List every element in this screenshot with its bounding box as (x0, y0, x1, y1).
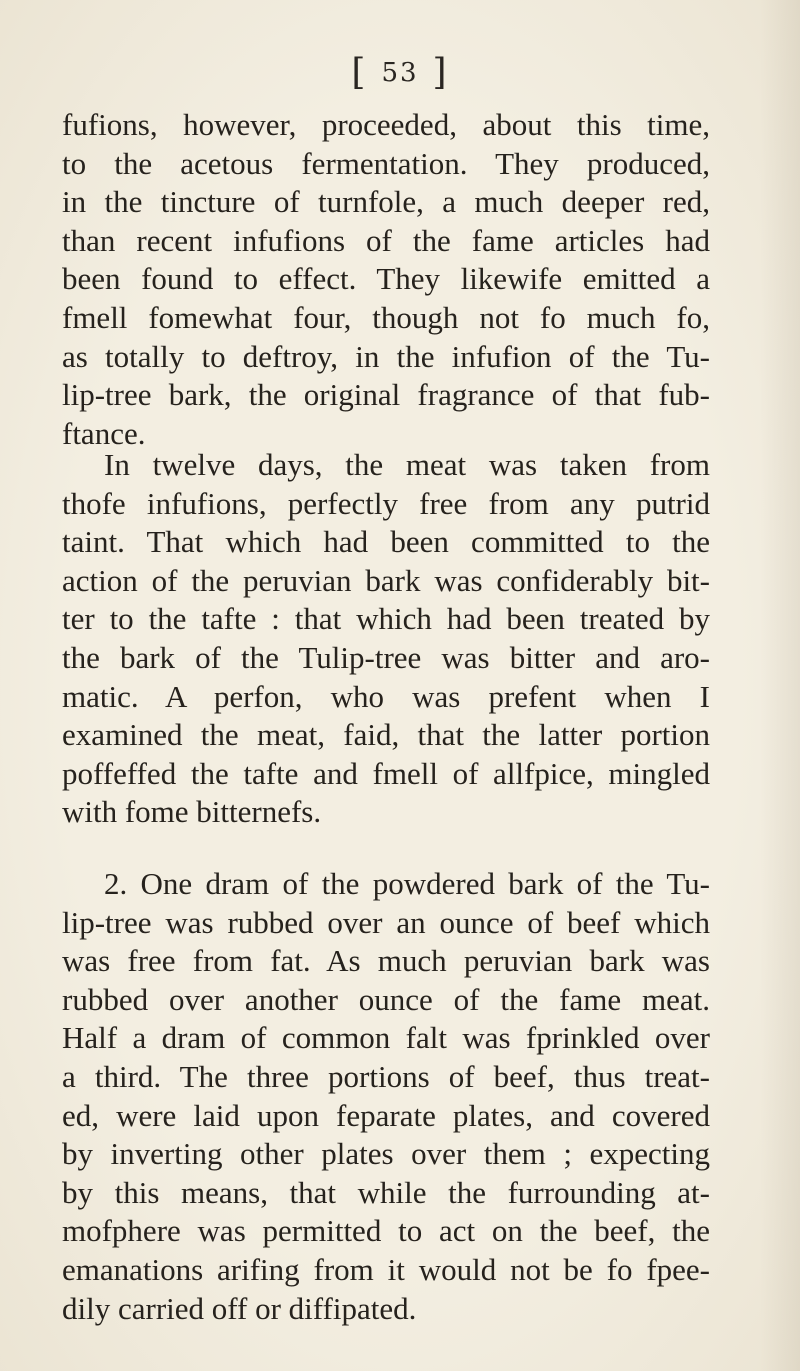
page-number: 53 (381, 58, 419, 88)
text-line: examined the meat, faid, that the latter portion (62, 717, 710, 753)
text-line: matic. A perfon, who was prefent when I (62, 678, 710, 714)
text-line: fufions, however, proceeded, about this time, (62, 107, 710, 142)
text-line: with fome bitternefs. (62, 794, 322, 830)
text-line: by inverting other plates over them ; expecting (62, 1136, 710, 1172)
text-line: ftance. (62, 415, 146, 451)
text-line: emanations arifing from it would not be fo fpee- (62, 1251, 710, 1287)
text-line: was free from fat. As much peruvian bark was (62, 943, 710, 979)
text-line: Half a dram of common falt was fprinkled over (62, 1020, 710, 1056)
text-line: dily carried off or diffipated. (62, 1290, 417, 1326)
text-line: lip-tree was rubbed over an ounce of beef which (62, 904, 710, 940)
text-line: than recent infufions of the fame articles had (62, 222, 710, 258)
text-line: lip-tree bark, the original fragrance of that fub- (62, 377, 710, 413)
text-line: taint. That which had been committed to the (62, 524, 710, 560)
text-line: rubbed over another ounce of the fame meat. (62, 981, 710, 1017)
text-line: mofphere was permitted to act on the beef, the (62, 1213, 710, 1249)
text-line: by this means, that while the furrounding at- (62, 1174, 710, 1210)
paragraph-3 (62, 865, 710, 1328)
text-line: in the tincture of turnfole, a much deeper red, (62, 184, 710, 220)
page-header (0, 52, 800, 93)
bracket-open: [ (351, 52, 368, 93)
page-edge-shadow (760, 0, 800, 1371)
text-line: poffeffed the tafte and fmell of allfpice, mingled (62, 755, 710, 791)
text-line: as totally to deftroy, in the infufion of the Tu- (62, 338, 710, 374)
text-line: ed, were laid upon feparate plates, and covered (62, 1097, 710, 1133)
text-line: 2. One dram of the powdered bark of the Tu- (104, 866, 710, 901)
paragraph-1 (62, 106, 710, 453)
text-line: a third. The three portions of beef, thus treat- (62, 1058, 710, 1094)
bracket-close: ] (432, 52, 449, 93)
text-line: action of the peruvian bark was confiderably bit- (62, 562, 710, 598)
text-line: fmell fomewhat four, though not fo much fo, (62, 299, 710, 335)
text-line: to the acetous fermentation. They produced, (62, 145, 710, 181)
paragraph-2 (62, 446, 710, 832)
text-line: the bark of the Tulip-tree was bitter and aro- (62, 639, 710, 675)
text-line: thofe infufions, perfectly free from any putrid (62, 485, 710, 521)
text-line: been found to effect. They likewife emitted a (62, 261, 710, 297)
text-line: ter to the tafte : that which had been treated by (62, 601, 710, 637)
text-line: In twelve days, the meat was taken from (104, 447, 710, 482)
